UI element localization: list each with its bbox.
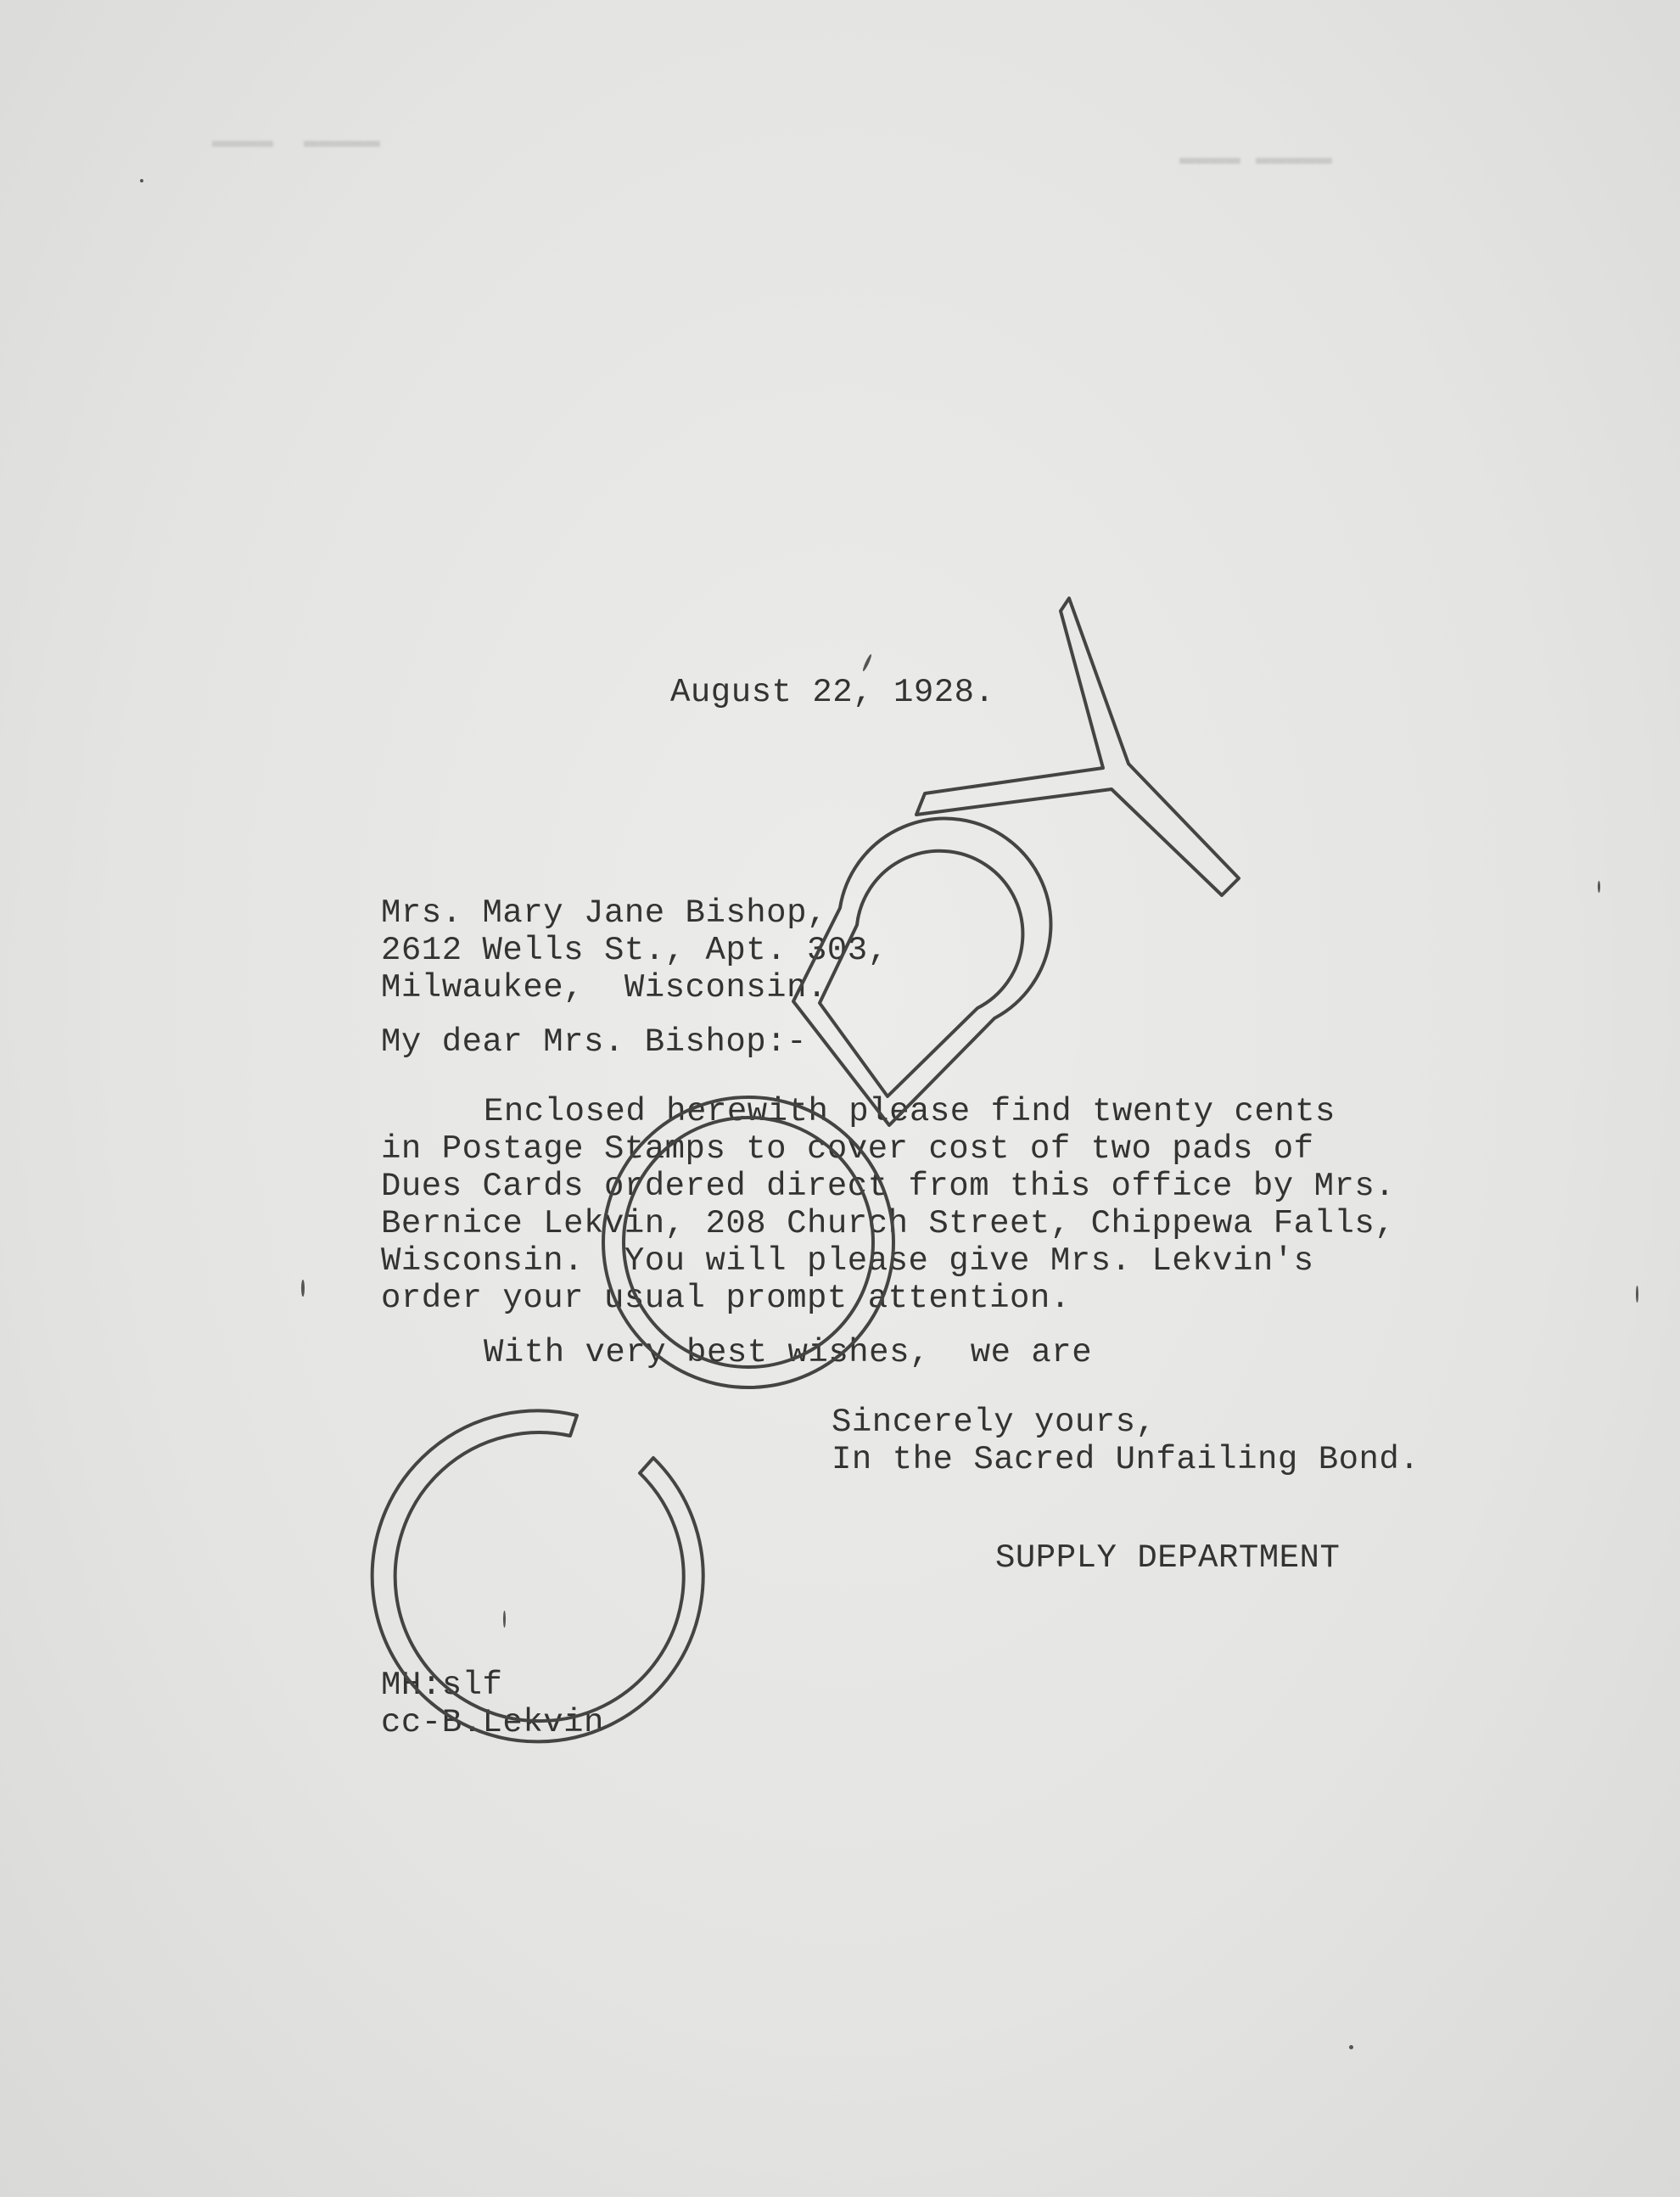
- ink-speck: [140, 179, 143, 182]
- body-line: in Postage Stamps to cover cost of two pads of: [381, 1130, 1314, 1168]
- closing-bond: In the Sacred Unfailing Bond.: [832, 1441, 1420, 1478]
- copy-stamp-letter-y: [916, 598, 1239, 895]
- closing-wishes: With very best wishes, we are: [484, 1334, 1093, 1371]
- recipient-name: Mrs. Mary Jane Bishop,: [381, 894, 827, 932]
- ink-speck: [1598, 881, 1600, 893]
- typist-initials: MH:slf: [381, 1667, 503, 1704]
- ink-speck: [1349, 2045, 1353, 2049]
- salutation: My dear Mrs. Bishop:-: [381, 1023, 807, 1061]
- bleed-through-mark: ▬▬▬▬ ▬▬▬▬▬: [212, 127, 381, 156]
- recipient-city: Milwaukee, Wisconsin.: [381, 969, 827, 1006]
- bleed-through-mark: ▬▬▬▬ ▬▬▬▬▬: [1179, 144, 1333, 173]
- ink-speck: [503, 1611, 506, 1628]
- ink-speck: [301, 1280, 305, 1297]
- body-line: Dues Cards ordered direct from this office by Mrs.: [381, 1168, 1396, 1205]
- signature-department: SUPPLY DEPARTMENT: [995, 1539, 1341, 1577]
- body-line: order your usual prompt attention.: [381, 1280, 1071, 1317]
- body-line: Wisconsin. You will please give Mrs. Lekvin's: [381, 1242, 1314, 1280]
- copy-stamp-letter-p: [793, 819, 1050, 1125]
- body-line: Enclosed herewith please find twenty cents: [484, 1093, 1336, 1130]
- letter-date: August 22, 1928.: [670, 674, 995, 711]
- ink-speck: [1636, 1286, 1638, 1303]
- carbon-copy-line: cc-B.Lekvin: [381, 1704, 604, 1741]
- recipient-street: 2612 Wells St., Apt. 303,: [381, 932, 888, 969]
- ink-speck: [862, 653, 873, 672]
- body-line: Bernice Lekvin, 208 Church Street, Chippewa Falls,: [381, 1205, 1396, 1242]
- closing-sincerely: Sincerely yours,: [832, 1404, 1156, 1441]
